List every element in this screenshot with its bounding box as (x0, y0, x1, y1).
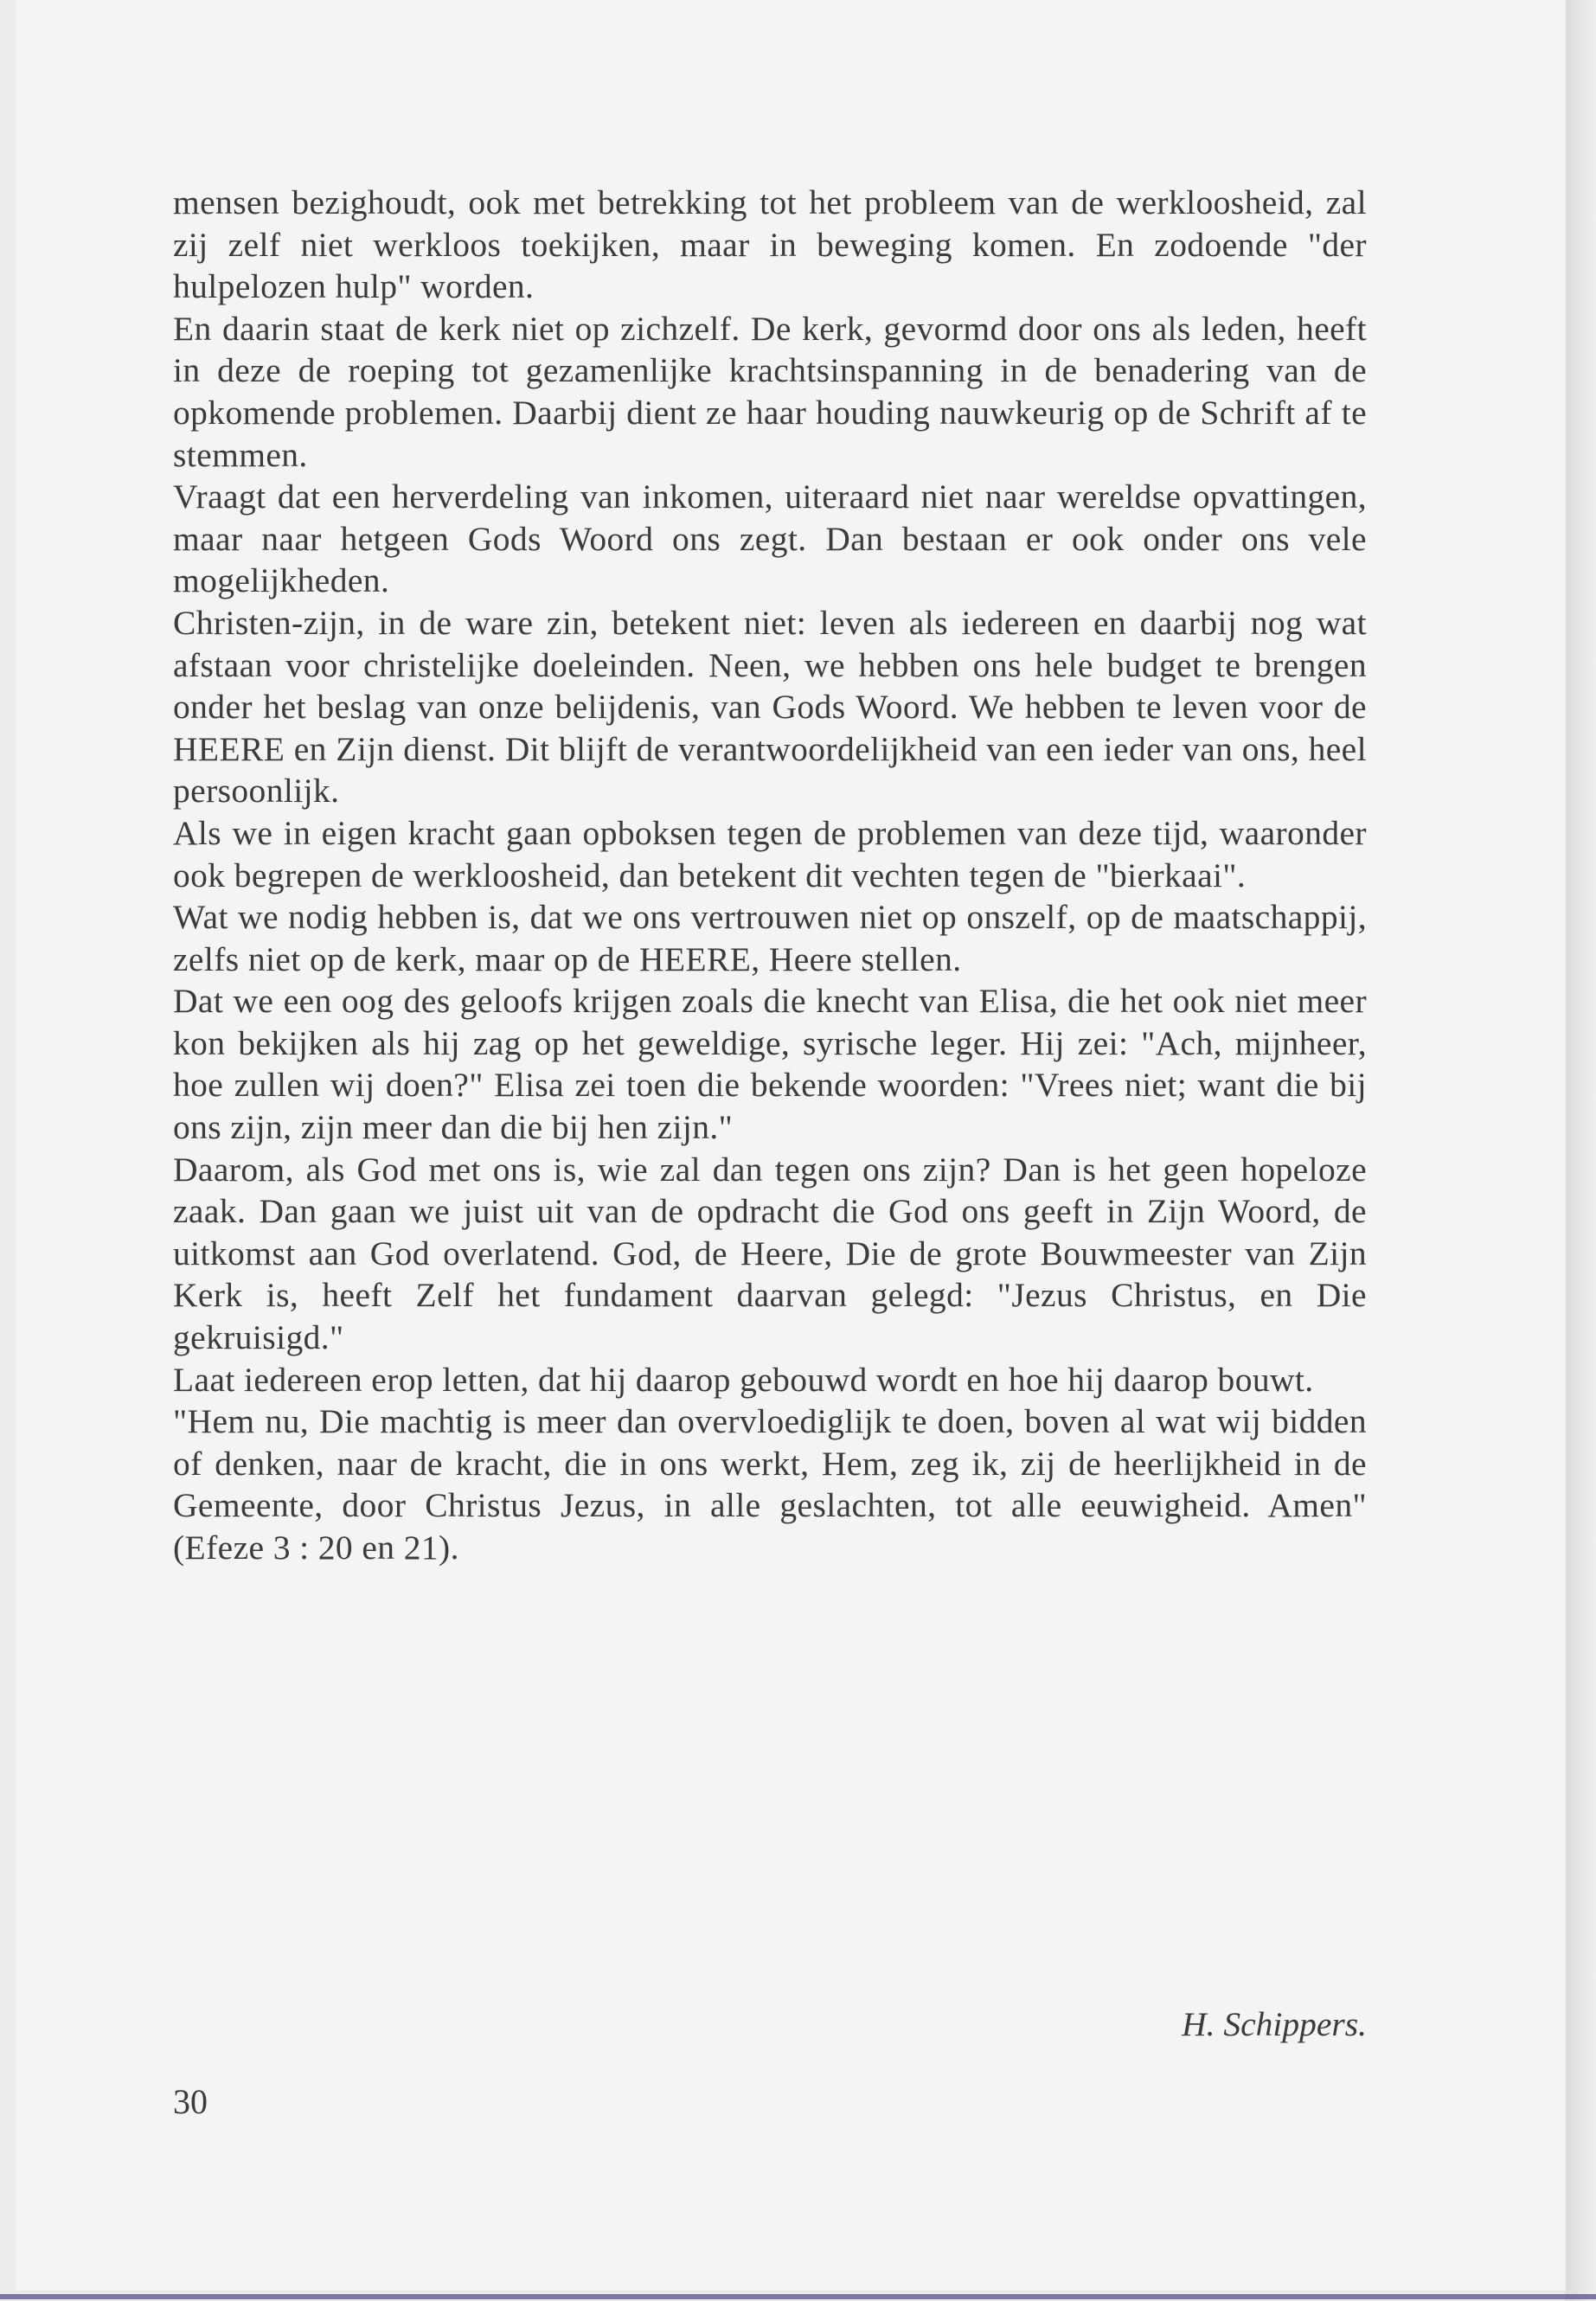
page-edge (1566, 0, 1596, 2301)
paragraph: Daarom, als God met ons is, wie zal dan tegen ons zijn? Dan is het geen hopeloze zaak. Dan gaan we juist uit van de opdracht die God ons geeft in Zijn Woord, de uitkomst aan God overlatend. God, de Heere, Die de grote Bouwmeester van Zijn Kerk is, heeft Zelf het fundament daarvan gelegd: "Jezus Christus, en Die gekruisigd." (173, 1150, 1367, 1357)
paragraph: Als we in eigen kracht gaan opboksen tegen de problemen van deze tijd, waaronder ook begrepen de werkloosheid, dan betekent dit vechten tegen de "bierkaai". (173, 813, 1367, 894)
paragraph: mensen bezighoudt, ook met betrekking tot het probleem van de werkloosheid, zal zij zelf niet werkloos toekijken, maar in beweging komen. En zodoende "der hulpelozen hulp" worden. (173, 183, 1367, 306)
paragraph: En daarin staat de kerk niet op zichzelf. De kerk, gevormd door ons als leden, heeft in deze de roeping tot gezamenlijke krachtsinspanning in de benadering van de opkomende problemen. Daarbij dient ze haar houding nauwkeurig op de Schrift af te stemmen. (173, 309, 1367, 474)
scan-bottom-border (0, 2294, 1596, 2299)
paragraph: Christen-zijn, in de ware zin, betekent niet: leven als iedereen en daarbij nog wat afstaan voor christelijke doeleinden. Neen, we hebben ons hele budget te brengen onder het beslag van onze belijdenis, van Gods Woord. We hebben te leven voor de HEERE en Zijn dienst. Dit blijft de verantwoordelijkheid van een ieder van ons, heel persoonlijk. (173, 603, 1367, 811)
page-number: 30 (173, 2082, 208, 2121)
paragraph: "Hem nu, Die machtig is meer dan overvloediglijk te doen, boven al wat wij bidden of denken, naar de kracht, die in ons werkt, Hem, zeg ik, zij de heerlijkheid in de Gemeente, door Christus Jezus, in alle geslachten, tot alle eeuwigheid. Amen" (Efeze 3 : 20 en 21). (173, 1402, 1367, 1567)
paragraph: Laat iedereen erop letten, dat hij daarop gebouwd wordt en hoe hij daarop bouwt. (173, 1360, 1314, 1399)
body-text (173, 182, 1367, 1569)
paragraph: Dat we een oog des geloofs krijgen zoals die knecht van Elisa, die het ook niet meer kon bekijken als hij zag op het geweldige, syrische leger. Hij zei: "Ach, mijnheer, hoe zullen wij doen?" Elisa zei toen die bekende woorden: "Vrees niet; want die bij ons zijn, zijn meer dan die bij hen zijn." (173, 982, 1367, 1147)
paragraph: Wat we nodig hebben is, dat we ons vertrouwen niet op onszelf, op de maatschappij, zelfs niet op de kerk, maar op de HEERE, Heere stellen. (173, 898, 1367, 978)
paragraph: Vraagt dat een herverdeling van inkomen, uiteraard niet naar wereldse opvattingen, maar naar hetgeen Gods Woord ons zegt. Dan bestaan er ook onder ons vele mogelijkheden. (173, 478, 1367, 600)
author-signature: H. Schippers. (1182, 2005, 1367, 2043)
